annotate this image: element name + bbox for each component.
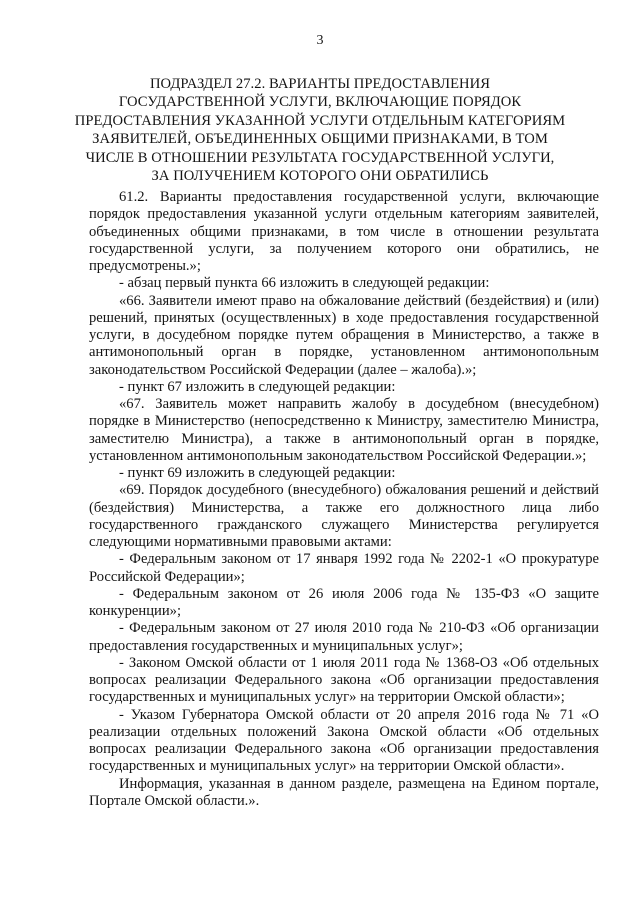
paragraph-amend-67: - пункт 67 изложить в следующей редакции: — [119, 378, 396, 395]
page-number: 3 — [316, 33, 324, 48]
list-item-law-2202-1: - Федеральным законом от 17 января 1992 года № 2202-1 «О прокуратуре Российской Федерации»; — [89, 551, 599, 585]
section-heading — [0, 75, 640, 185]
list-item-law-1368-oz: - Законом Омской области от 1 июля 2011 года № 1368-ОЗ «Об отдельных вопросах реализации Федерального закона «Об организации предоставления государственных и муниципальных услуг» на территории Омской области»; — [89, 654, 599, 706]
heading-line: ПОДРАЗДЕЛ 27.2. ВАРИАНТЫ ПРЕДОСТАВЛЕНИЯ — [149, 76, 491, 92]
document-body — [89, 189, 599, 810]
list-item-law-210-fz: - Федеральным законом от 27 июля 2010 года № 210-ФЗ «Об организации предоставления государственных и муниципальных услуг»; — [89, 620, 599, 654]
list-item-decree-71: - Указом Губернатора Омской области от 20 апреля 2016 года № 71 «О реализации отдельных положений Закона Омской области «Об отдельных вопросах реализации Федерального закона «Об организации предоставления государственных и муниципальных услуг» на территории Омской области». — [89, 706, 599, 775]
paragraph-amend-69: - пункт 69 изложить в следующей редакции: — [119, 465, 396, 481]
heading-line: ПРЕДОСТАВЛЕНИЯ УКАЗАННОЙ УСЛУГИ ОТДЕЛЬНЫМ КАТЕГОРИЯМ — [74, 112, 566, 129]
paragraph-69: «69. Порядок досудебного (внесудебного) обжалования решений и действий (бездействия) Министерства, а также его должностного лица либо государственного гражданского служащего Министерства регулируется следующими нормативными правовыми актами: — [89, 482, 599, 550]
paragraph-67: «67. Заявитель может направить жалобу в досудебном (внесудебном) порядке в Министерство (непосредственно к Министру, заместителю Министра, заместителю Министра), а также в антимонопольный орган в порядке, установленном антимонопольным законодательством Российской Федерации.»; — [89, 396, 599, 464]
heading-line: ЧИСЛЕ В ОТНОШЕНИИ РЕЗУЛЬТАТА ГОСУДАРСТВЕННОЙ УСЛУГИ, — [85, 149, 555, 166]
list-item-law-135-fz: - Федеральным законом от 26 июля 2006 года № 135-ФЗ «О защите конкуренции»; — [89, 585, 599, 619]
heading-line: ЗА ПОЛУЧЕНИЕМ КОТОРОГО ОНИ ОБРАТИЛИСЬ — [151, 168, 489, 185]
paragraph-66: «66. Заявители имеют право на обжалование действий (бездействия) и (или) решений, принятых (осуществленных) в ходе предоставления государственной услуги, в досудебном порядке путем обращения в Министерство, а также в антимонопольный орган в порядке, установленном антимонопольным законодательством Российской Федерации (далее – жалоба).»; — [89, 292, 599, 378]
paragraph-61-2: 61.2. Варианты предоставления государственной услуги, включающие порядок предоставления указанной услуги отдельным категориям заявителей, объединенных общими признаками, в том числе в отношении результата государственной услуги, за получением которого они обратились, не предусмотрены.»; — [89, 189, 599, 274]
heading-line: ГОСУДАРСТВЕННОЙ УСЛУГИ, ВКЛЮЧАЮЩИЕ ПОРЯДОК — [118, 94, 522, 111]
heading-line: ЗАЯВИТЕЛЕЙ, ОБЪЕДИНЕННЫХ ОБЩИМИ ПРИЗНАКАМИ, В ТОМ — [92, 131, 548, 148]
paragraph-amend-66: - абзац первый пункта 66 изложить в следующей редакции: — [119, 275, 490, 292]
paragraph-information: Информация, указанная в данном разделе, размещена на Едином портале, Портале Омской области.». — [89, 775, 599, 809]
